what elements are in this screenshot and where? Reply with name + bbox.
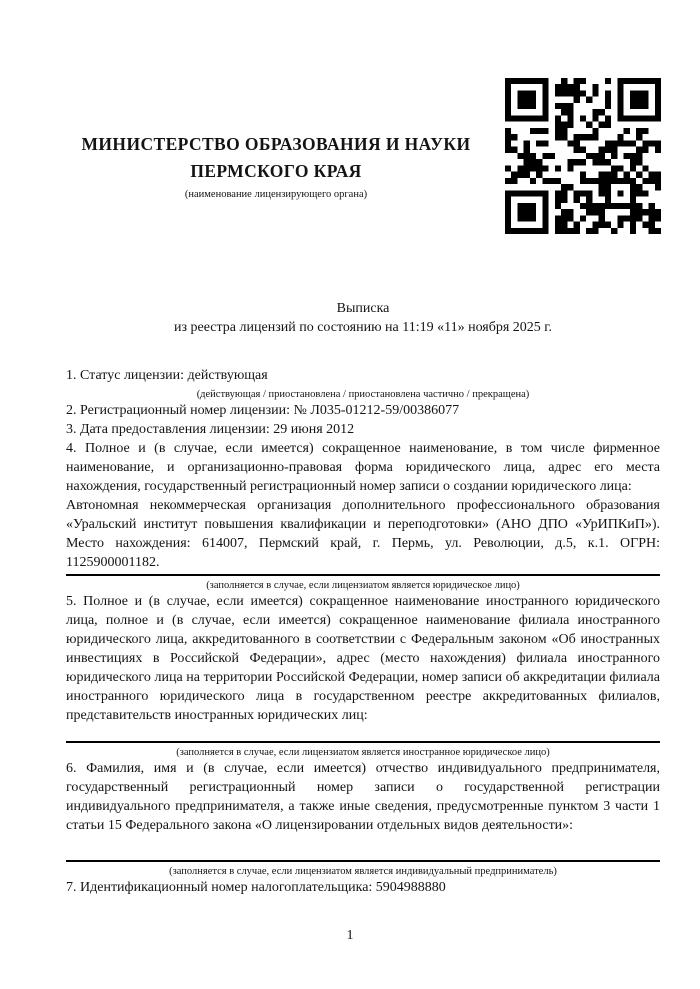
item-4-value: Автономная некоммерческая организация дополнительного профессионального образования «Уральский институт повышения квалификации и переподготовки» (АНО ДПО «УрИПКиП»). Место нахождения: 614007, Пермский край, г. Пермь, ул. Революции, д.5, к.1. ОГРН: 1125900001182. (66, 498, 660, 570)
item-6-individual-entrepreneur (66, 759, 660, 878)
ministry-header (66, 131, 486, 201)
item-4-caption: (заполняется в случае, если лицензиатом является юридическое лицо) (206, 580, 520, 591)
item-5-statement: 5. Полное и (в случае, если имеется) сокращенное наименование иностранного юридического лица, полное и (в случае, если имеется) сокращенное наименование филиала иностранного юридического лица, аккредитованного в соответствии с Федеральным законом «Об иностранных инвестициях в Российской Федерации», адрес (место нахождения) филиала иностранного юридического лица на территории Российской Федерации, номер записи об аккредитации филиала иностранного юридического лица в государственном реестре аккредитованных филиалов, представительств иностранных юридических лиц: (66, 594, 660, 723)
page-number: 1 (346, 928, 354, 943)
fill-in-line (66, 860, 660, 862)
fill-in-line (66, 741, 660, 743)
document-title-line2: из реестра лицензий по состоянию на 11:19 «11» ноября 2025 г. (174, 320, 552, 335)
item-7-taxpayer-number: 7. Идентификационный номер налогоплательщика: 5904988880 (66, 880, 446, 895)
item-6-statement: 6. Фамилия, имя и (в случае, если имеется) отчество индивидуального предпринимателя, государственный регистрационный номер записи о государственной регистрации индивидуального предпринимателя, а также иные сведения, предусмотренные пунктом 3 части 1 статьи 15 Федерального закона «О лицензировании отдельных видов деятельности»: (66, 761, 660, 833)
item-4-statement: 4. Полное и (в случае, если имеется) сокращенное наименование, в том числе фирменное наименование, и организационно-правовая форма юридического лица, адрес его места нахождения, государственный регистрационный номер записи о создании юридического лица: (66, 441, 660, 494)
ministry-name-line1: МИНИСТЕРСТВО ОБРАЗОВАНИЯ И НАУКИ (81, 134, 471, 154)
item-4-legal-entity (66, 439, 660, 592)
qr-code-icon (505, 78, 661, 234)
item-5-foreign-entity (66, 592, 660, 759)
ministry-caption: (наименование лицензирующего органа) (184, 189, 368, 200)
document-title (66, 299, 660, 337)
item-5-caption: (заполняется в случае, если лицензиатом является иностранное юридическое лицо) (176, 747, 550, 758)
item-1-caption: (действующая / приостановлена / приостановлена частично / прекращена) (196, 389, 530, 400)
item-2-registration-number: 2. Регистрационный номер лицензии: № Л035-01212-59/00386077 (66, 403, 460, 418)
item-6-caption: (заполняется в случае, если лицензиатом является индивидуальный предприниматель) (169, 866, 557, 877)
document-title-line1: Выписка (336, 301, 390, 316)
fill-in-line (66, 574, 660, 576)
item-1-status: 1. Статус лицензии: действующая (66, 368, 268, 383)
item-3-license-date: 3. Дата предоставления лицензии: 29 июня 2012 (66, 422, 355, 437)
ministry-name-line2: ПЕРМСКОГО КРАЯ (190, 161, 362, 181)
document-body (66, 366, 660, 897)
